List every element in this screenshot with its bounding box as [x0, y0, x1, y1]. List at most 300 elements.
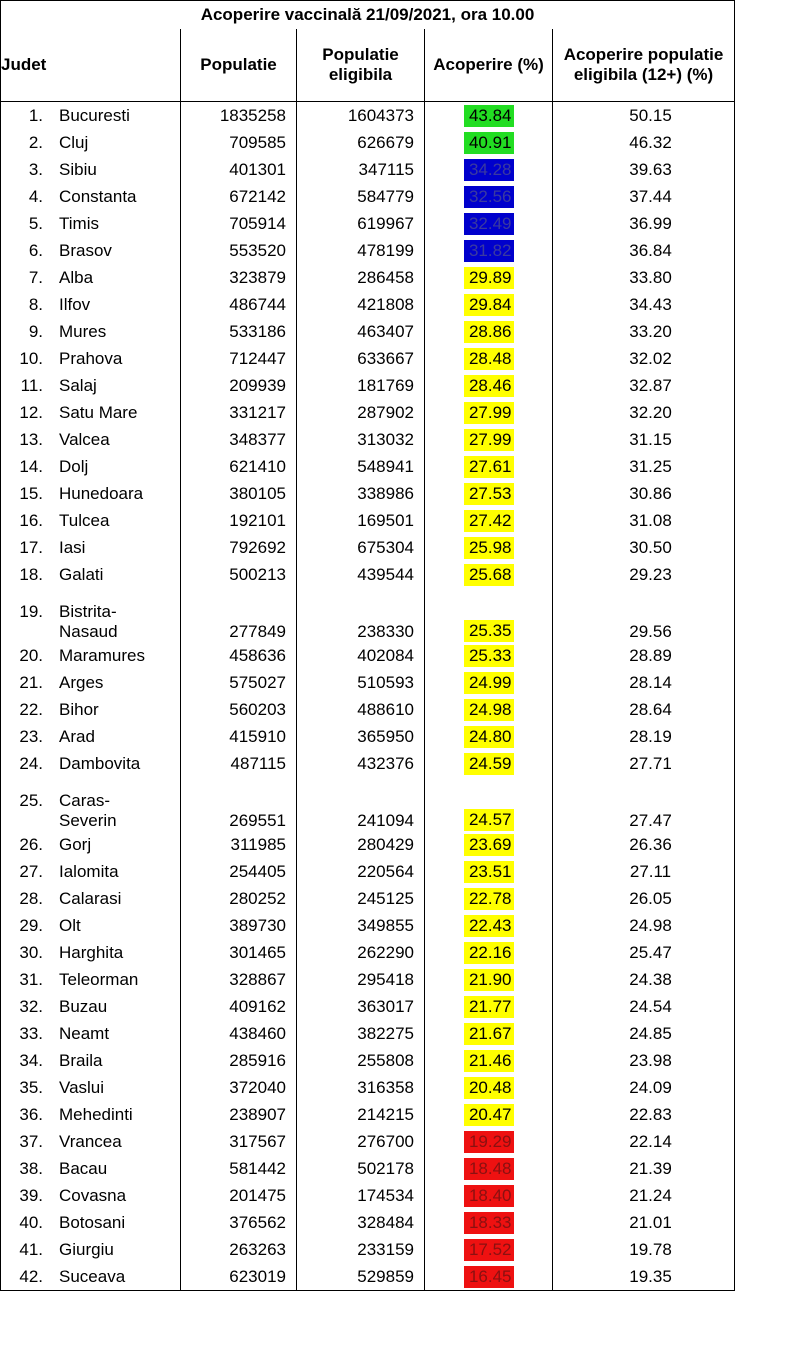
cell-acoperire-eligibila — [553, 993, 735, 1020]
cell-judet — [1, 1047, 181, 1074]
cell-acoperire — [425, 1182, 553, 1209]
row-index: 14. — [19, 456, 43, 476]
table-row — [1, 939, 735, 966]
row-index: 3. — [28, 159, 43, 179]
row-index: 29. — [19, 915, 43, 935]
county-name: Salaj — [59, 375, 97, 395]
cell-acoperire-eligibila-value: 26.05 — [629, 888, 672, 908]
cell-populatie — [181, 507, 297, 534]
cell-judet — [1, 750, 181, 777]
table-row — [1, 183, 735, 210]
row-index: 9. — [28, 321, 43, 341]
cell-acoperire-eligibila-value: 36.99 — [629, 213, 672, 233]
cell-acoperire — [425, 723, 553, 750]
header-acoperire-eligibila: Acoperire populatie eligibila (12+) (%) — [553, 29, 735, 102]
cell-acoperire — [425, 1263, 553, 1291]
county-name: Vaslui — [59, 1077, 105, 1097]
cell-acoperire-eligibila-value: 32.20 — [629, 402, 672, 422]
cell-acoperire-eligibila-value: 29.23 — [629, 564, 672, 584]
cell-populatie-eligibila-value: 365950 — [357, 726, 414, 746]
cell-acoperire — [425, 345, 553, 372]
row-index: 32. — [19, 996, 43, 1016]
cell-acoperire-eligibila — [553, 480, 735, 507]
table-row — [1, 1128, 735, 1155]
county-name: Bucuresti — [59, 105, 130, 125]
cell-populatie-value: 317567 — [229, 1131, 286, 1151]
cell-populatie-eligibila — [297, 507, 425, 534]
cell-populatie-eligibila-value: 313032 — [357, 429, 414, 449]
cell-acoperire-eligibila-value: 32.87 — [629, 375, 672, 395]
cell-populatie — [181, 291, 297, 318]
cell-acoperire-eligibila-value: 29.56 — [629, 622, 672, 641]
row-index: 20. — [19, 645, 43, 665]
table-row — [1, 399, 735, 426]
cell-acoperire-value: 23.69 — [464, 834, 514, 856]
cell-populatie-eligibila-value: 287902 — [357, 402, 414, 422]
cell-populatie-value: 705914 — [229, 213, 286, 233]
county-name: Harghita — [59, 942, 124, 962]
cell-acoperire-eligibila — [553, 939, 735, 966]
table-row — [1, 750, 735, 777]
cell-judet — [1, 966, 181, 993]
cell-acoperire-eligibila — [553, 777, 735, 831]
cell-acoperire — [425, 993, 553, 1020]
row-index: 16. — [19, 510, 43, 530]
cell-populatie — [181, 1128, 297, 1155]
county-name: Hunedoara — [59, 483, 144, 503]
cell-acoperire — [425, 507, 553, 534]
row-index: 26. — [19, 834, 43, 854]
cell-populatie-eligibila — [297, 1155, 425, 1182]
cell-populatie-eligibila — [297, 102, 425, 130]
cell-judet — [1, 318, 181, 345]
cell-acoperire — [425, 237, 553, 264]
county-name: Bacau — [59, 1158, 108, 1178]
table-row — [1, 156, 735, 183]
cell-acoperire-value: 22.16 — [464, 942, 514, 964]
cell-acoperire-eligibila-value: 32.02 — [629, 348, 672, 368]
cell-populatie-value: 311985 — [230, 834, 286, 854]
cell-populatie-value: 486744 — [229, 294, 286, 314]
cell-populatie — [181, 264, 297, 291]
table-row — [1, 237, 735, 264]
cell-acoperire — [425, 912, 553, 939]
cell-populatie-value: 709585 — [229, 132, 286, 152]
table-row — [1, 1020, 735, 1047]
cell-acoperire — [425, 588, 553, 642]
cell-acoperire-eligibila — [553, 210, 735, 237]
cell-acoperire-eligibila — [553, 453, 735, 480]
cell-populatie-value: 415910 — [229, 726, 286, 746]
cell-populatie — [181, 831, 297, 858]
county-name: Ialomita — [59, 861, 119, 881]
cell-acoperire-value: 27.61 — [464, 456, 514, 478]
cell-populatie-eligibila — [297, 480, 425, 507]
cell-acoperire-eligibila-value: 24.98 — [629, 915, 672, 935]
county-name: Teleorman — [59, 969, 139, 989]
cell-populatie-eligibila-value: 675304 — [357, 537, 414, 557]
table-row — [1, 1182, 735, 1209]
cell-populatie-eligibila-value: 286458 — [357, 267, 414, 287]
cell-populatie-eligibila — [297, 453, 425, 480]
cell-populatie-eligibila — [297, 777, 425, 831]
cell-populatie-eligibila — [297, 831, 425, 858]
cell-populatie-value: 323879 — [229, 267, 286, 287]
county-name: Tulcea — [59, 510, 110, 530]
cell-acoperire-eligibila-value: 21.39 — [629, 1158, 672, 1178]
county-name: Cluj — [59, 132, 89, 152]
table-row — [1, 210, 735, 237]
cell-judet — [1, 264, 181, 291]
cell-populatie — [181, 1047, 297, 1074]
cell-populatie — [181, 588, 297, 642]
cell-populatie — [181, 1101, 297, 1128]
cell-populatie-eligibila-value: 262290 — [357, 942, 414, 962]
cell-populatie-eligibila-value: 619967 — [357, 213, 414, 233]
table-row — [1, 453, 735, 480]
cell-judet — [1, 723, 181, 750]
cell-populatie-eligibila — [297, 237, 425, 264]
cell-populatie-value: 560203 — [229, 699, 286, 719]
table-row — [1, 318, 735, 345]
cell-judet — [1, 1236, 181, 1263]
county-name: Brasov — [59, 240, 112, 260]
cell-populatie-eligibila — [297, 723, 425, 750]
cell-acoperire — [425, 1236, 553, 1263]
cell-populatie-eligibila-value: 233159 — [357, 1239, 414, 1259]
row-index: 30. — [19, 942, 43, 962]
cell-acoperire-eligibila — [553, 642, 735, 669]
cell-judet — [1, 1020, 181, 1047]
row-index: 13. — [19, 429, 43, 449]
cell-populatie-eligibila — [297, 318, 425, 345]
row-index: 24. — [19, 753, 43, 773]
cell-acoperire-eligibila — [553, 345, 735, 372]
cell-acoperire-value: 20.47 — [464, 1104, 514, 1126]
cell-judet — [1, 831, 181, 858]
cell-acoperire-eligibila — [553, 1128, 735, 1155]
cell-acoperire-eligibila-value: 33.80 — [629, 267, 672, 287]
cell-acoperire-eligibila — [553, 291, 735, 318]
table-row — [1, 642, 735, 669]
cell-populatie-eligibila — [297, 183, 425, 210]
cell-populatie-eligibila — [297, 1047, 425, 1074]
cell-acoperire-value: 24.98 — [464, 699, 514, 721]
cell-populatie-value: 500213 — [229, 564, 286, 584]
county-name: Bistrita-Nasaud — [59, 602, 118, 641]
cell-populatie-value: 263263 — [229, 1239, 286, 1259]
cell-judet — [1, 696, 181, 723]
cell-populatie-eligibila-value: 363017 — [357, 996, 414, 1016]
county-name: Botosani — [59, 1212, 126, 1232]
row-index: 34. — [19, 1050, 43, 1070]
cell-acoperire-eligibila-value: 27.11 — [629, 861, 672, 881]
cell-populatie-eligibila — [297, 1182, 425, 1209]
cell-populatie-value: 458636 — [229, 645, 286, 665]
cell-populatie-value: 1835258 — [219, 105, 286, 125]
county-name: Covasna — [59, 1185, 127, 1205]
cell-populatie-value: 712447 — [229, 348, 286, 368]
county-name: Arges — [59, 672, 104, 692]
cell-populatie-eligibila-value: 316358 — [357, 1077, 414, 1097]
cell-acoperire — [425, 831, 553, 858]
cell-acoperire-value: 27.53 — [464, 483, 514, 505]
cell-judet — [1, 129, 181, 156]
cell-populatie — [181, 885, 297, 912]
cell-judet — [1, 480, 181, 507]
table-row — [1, 291, 735, 318]
cell-acoperire-value: 32.49 — [464, 213, 514, 235]
cell-acoperire — [425, 183, 553, 210]
table-row — [1, 912, 735, 939]
cell-populatie — [181, 723, 297, 750]
cell-acoperire-eligibila-value: 26.36 — [629, 834, 672, 854]
cell-populatie-eligibila-value: 295418 — [357, 969, 414, 989]
cell-acoperire-value: 25.98 — [464, 537, 514, 559]
county-name: Calarasi — [59, 888, 122, 908]
cell-populatie — [181, 1155, 297, 1182]
cell-acoperire-eligibila — [553, 1074, 735, 1101]
table-row — [1, 831, 735, 858]
cell-judet — [1, 534, 181, 561]
cell-acoperire-value: 21.46 — [464, 1050, 514, 1072]
table-row — [1, 858, 735, 885]
table-body — [1, 102, 735, 1291]
cell-populatie-eligibila — [297, 858, 425, 885]
cell-populatie-value: 401301 — [229, 159, 286, 179]
cell-populatie-eligibila-value: 349855 — [357, 915, 414, 935]
cell-populatie-eligibila-value: 626679 — [357, 132, 414, 152]
table-row — [1, 534, 735, 561]
cell-acoperire-eligibila — [553, 183, 735, 210]
cell-populatie-value: 192101 — [229, 510, 286, 530]
cell-acoperire-eligibila — [553, 1047, 735, 1074]
cell-acoperire — [425, 750, 553, 777]
cell-acoperire-eligibila — [553, 588, 735, 642]
cell-acoperire-eligibila-value: 27.71 — [629, 753, 672, 773]
cell-acoperire-eligibila — [553, 129, 735, 156]
cell-populatie-eligibila-value: 432376 — [357, 753, 414, 773]
cell-populatie-value: 328867 — [229, 969, 286, 989]
cell-acoperire-eligibila — [553, 750, 735, 777]
cell-populatie — [181, 642, 297, 669]
cell-acoperire-value: 18.33 — [464, 1212, 514, 1234]
cell-acoperire-value: 24.80 — [464, 726, 514, 748]
cell-populatie-eligibila-value: 421808 — [357, 294, 414, 314]
cell-populatie-eligibila — [297, 372, 425, 399]
county-name: Buzau — [59, 996, 108, 1016]
cell-populatie-value: 376562 — [229, 1212, 286, 1232]
cell-populatie-eligibila-value: 280429 — [357, 834, 414, 854]
cell-populatie — [181, 1263, 297, 1291]
cell-acoperire-value: 20.48 — [464, 1077, 514, 1099]
cell-acoperire-eligibila-value: 27.47 — [629, 811, 672, 830]
cell-populatie-eligibila — [297, 561, 425, 588]
cell-judet — [1, 1209, 181, 1236]
cell-acoperire — [425, 534, 553, 561]
row-index: 5. — [28, 213, 43, 233]
cell-populatie-value: 372040 — [229, 1077, 286, 1097]
cell-acoperire — [425, 372, 553, 399]
table-title: Acoperire vaccinală 21/09/2021, ora 10.00 — [1, 1, 735, 30]
cell-acoperire-value: 22.43 — [464, 915, 514, 937]
cell-populatie-eligibila — [297, 1101, 425, 1128]
cell-populatie-value: 553520 — [229, 240, 286, 260]
cell-populatie-eligibila-value: 245125 — [357, 888, 414, 908]
cell-populatie — [181, 1236, 297, 1263]
cell-populatie-eligibila-value: 220564 — [357, 861, 414, 881]
table-row — [1, 1074, 735, 1101]
table-row — [1, 345, 735, 372]
county-name: Satu Mare — [59, 402, 138, 422]
cell-acoperire-value: 25.68 — [464, 564, 514, 586]
cell-acoperire-value: 25.33 — [464, 645, 514, 667]
row-index: 4. — [28, 186, 43, 206]
cell-acoperire-eligibila-value: 23.98 — [629, 1050, 672, 1070]
cell-acoperire-value: 29.89 — [464, 267, 514, 289]
county-name: Maramures — [59, 645, 145, 665]
cell-populatie-value: 277849 — [229, 622, 286, 641]
table-row — [1, 1236, 735, 1263]
row-index: 27. — [19, 861, 43, 881]
table-row — [1, 885, 735, 912]
cell-populatie-eligibila-value: 463407 — [357, 321, 414, 341]
row-index: 31. — [19, 969, 43, 989]
cell-populatie — [181, 1182, 297, 1209]
cell-populatie-eligibila-value: 181769 — [357, 375, 414, 395]
row-index: 35. — [19, 1077, 43, 1097]
row-index: 19. — [19, 602, 43, 621]
row-index: 42. — [19, 1266, 43, 1286]
cell-populatie-eligibila — [297, 669, 425, 696]
county-name: Neamt — [59, 1023, 110, 1043]
cell-acoperire-eligibila-value: 28.19 — [629, 726, 672, 746]
cell-populatie — [181, 372, 297, 399]
county-name: Timis — [59, 213, 99, 233]
cell-acoperire-eligibila-value: 21.24 — [629, 1185, 672, 1205]
cell-acoperire — [425, 858, 553, 885]
cell-acoperire-value: 32.56 — [464, 186, 514, 208]
cell-acoperire-eligibila — [553, 156, 735, 183]
cell-acoperire-eligibila — [553, 669, 735, 696]
row-index: 37. — [19, 1131, 43, 1151]
row-index: 25. — [19, 791, 43, 810]
county-name: Bihor — [59, 699, 99, 719]
cell-acoperire-eligibila — [553, 102, 735, 130]
cell-acoperire — [425, 939, 553, 966]
cell-acoperire-eligibila — [553, 912, 735, 939]
cell-acoperire-eligibila — [553, 966, 735, 993]
row-index: 18. — [19, 564, 43, 584]
cell-acoperire — [425, 669, 553, 696]
cell-acoperire-eligibila — [553, 237, 735, 264]
cell-populatie — [181, 750, 297, 777]
cell-judet — [1, 102, 181, 130]
table-row — [1, 480, 735, 507]
cell-acoperire-value: 27.99 — [464, 429, 514, 451]
county-name: Constanta — [59, 186, 137, 206]
cell-populatie-eligibila-value: 174534 — [357, 1185, 414, 1205]
cell-acoperire-eligibila — [553, 723, 735, 750]
cell-populatie-eligibila — [297, 588, 425, 642]
cell-acoperire-eligibila-value: 50.15 — [629, 105, 672, 125]
cell-populatie-value: 209939 — [229, 375, 286, 395]
cell-acoperire-value: 18.48 — [464, 1158, 514, 1180]
cell-acoperire — [425, 210, 553, 237]
table-row — [1, 993, 735, 1020]
cell-acoperire — [425, 1074, 553, 1101]
cell-populatie-value: 238907 — [229, 1104, 286, 1124]
cell-acoperire-eligibila-value: 28.89 — [629, 645, 672, 665]
table-row — [1, 1209, 735, 1236]
cell-acoperire-value: 43.84 — [464, 105, 514, 127]
cell-acoperire — [425, 777, 553, 831]
cell-populatie — [181, 561, 297, 588]
cell-acoperire-eligibila-value: 31.08 — [629, 510, 672, 530]
cell-populatie-eligibila-value: 328484 — [357, 1212, 414, 1232]
cell-acoperire-value: 27.42 — [464, 510, 514, 532]
cell-populatie-eligibila — [297, 642, 425, 669]
cell-acoperire-eligibila — [553, 1101, 735, 1128]
cell-acoperire — [425, 1128, 553, 1155]
cell-judet — [1, 399, 181, 426]
county-name: Caras-Severin — [59, 791, 117, 830]
cell-acoperire-value: 34.28 — [464, 159, 514, 181]
cell-populatie — [181, 453, 297, 480]
cell-populatie-eligibila-value: 1604373 — [347, 105, 414, 125]
county-name: Sibiu — [59, 159, 97, 179]
cell-acoperire-eligibila-value: 31.15 — [629, 429, 672, 449]
cell-acoperire-eligibila-value: 19.78 — [629, 1239, 672, 1259]
cell-populatie-value: 301465 — [229, 942, 286, 962]
cell-acoperire-value: 25.35 — [464, 620, 514, 642]
cell-populatie — [181, 183, 297, 210]
cell-populatie-eligibila-value: 510593 — [357, 672, 414, 692]
table-row — [1, 561, 735, 588]
county-name: Valcea — [59, 429, 110, 449]
cell-acoperire-eligibila-value: 30.86 — [629, 483, 672, 503]
cell-judet — [1, 939, 181, 966]
county-name: Prahova — [59, 348, 123, 368]
cell-acoperire-eligibila-value: 24.38 — [629, 969, 672, 989]
cell-acoperire — [425, 264, 553, 291]
cell-populatie-eligibila — [297, 534, 425, 561]
cell-populatie — [181, 318, 297, 345]
cell-populatie-eligibila — [297, 129, 425, 156]
cell-acoperire-eligibila — [553, 696, 735, 723]
cell-acoperire-eligibila-value: 33.20 — [629, 321, 672, 341]
cell-acoperire-eligibila — [553, 426, 735, 453]
cell-acoperire-eligibila-value: 30.50 — [629, 537, 672, 557]
cell-judet — [1, 561, 181, 588]
cell-populatie-value: 487115 — [230, 753, 286, 773]
cell-acoperire — [425, 156, 553, 183]
cell-populatie — [181, 939, 297, 966]
cell-acoperire — [425, 885, 553, 912]
row-index: 2. — [28, 132, 43, 152]
cell-populatie — [181, 102, 297, 130]
row-index: 12. — [19, 402, 43, 422]
cell-judet — [1, 372, 181, 399]
cell-populatie — [181, 858, 297, 885]
cell-populatie-eligibila — [297, 1236, 425, 1263]
cell-judet — [1, 642, 181, 669]
cell-judet — [1, 1263, 181, 1291]
cell-populatie-eligibila-value: 548941 — [357, 456, 414, 476]
cell-acoperire-eligibila-value: 28.14 — [629, 672, 672, 692]
cell-judet — [1, 507, 181, 534]
cell-populatie-eligibila — [297, 291, 425, 318]
